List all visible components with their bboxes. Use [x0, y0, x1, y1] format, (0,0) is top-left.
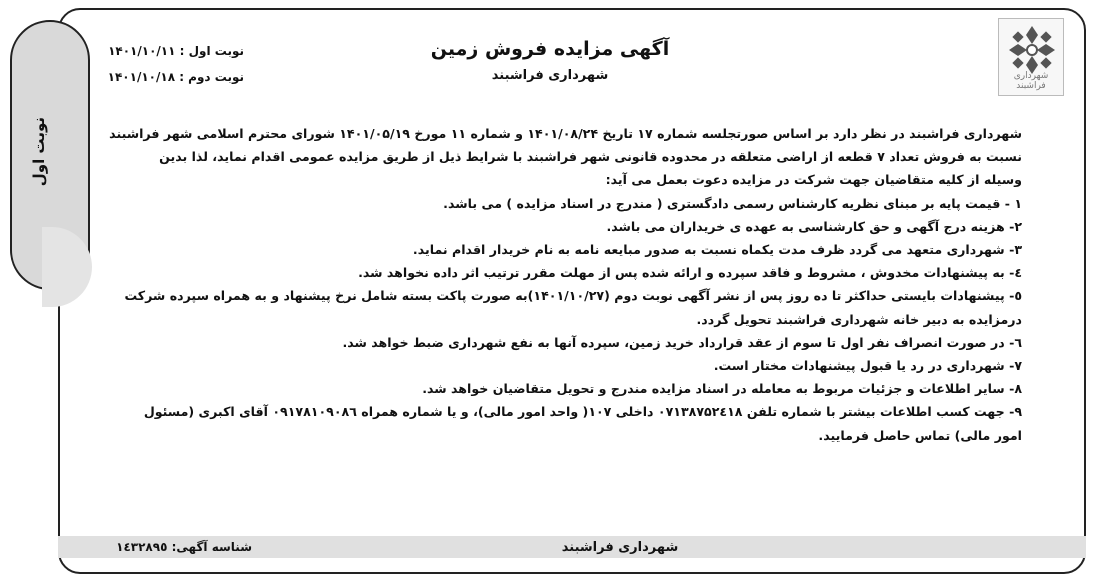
body-line: شهرداری فراشبند در نظر دارد بر اساس صورتجلسه شماره ۱۷ تاریخ ۱۴۰۱/۰۸/۲۴ و شماره ۱۱ مورخ ۱۴۰۱/۰۵/۱۹ شورای محترم اسلامی شهر فراشبند — [109, 126, 1022, 141]
body-line: وسیله از کلیه متقاضیان جهت شرکت در مزایده دعوت بعمل می آید: — [605, 172, 1022, 188]
body-line: ۳- شهرداری متعهد می گردد ظرف مدت یکماه نسبت به صدور مبایعه نامه به نام خریدار اقدام نماید. — [412, 242, 1022, 258]
first-turn-date: نوبت اول : ۱۴۰۱/۱۰/۱۱ — [108, 44, 244, 58]
title-block — [340, 38, 760, 83]
body-line: ۸- سایر اطلاعات و جزئیات مربوط به معامله در اسناد مزایده مندرج و تحویل متقاضیان خواهد شد. — [422, 381, 1022, 397]
body-line: درمزایده به دبیر خانه شهرداری فراشبند تحویل گردد. — [696, 311, 1022, 327]
body-line: ۹- جهت کسب اطلاعات بیشتر با شماره تلفن ۰۷۱۳۸۷۵۲٤۱۸ داخلی ۱۰۷( واحد امور مالی)، و یا شماره همراه ۰۹۱۷۸۱۰۹۰۸٦ آقای اکبری (مسئول — [143, 404, 1022, 420]
logo-caption: شهرداری فراشبند — [1013, 71, 1049, 91]
publication-dates — [74, 38, 244, 90]
ad-id: شناسه آگهی: ۱٤۳۲۸۹٥ — [116, 540, 252, 554]
municipality-logo — [998, 18, 1064, 96]
body-line: ۷- شهرداری در رد یا قبول پیشنهادات مختار است. — [713, 358, 1022, 374]
page-title: آگهی مزایده فروش زمین — [430, 38, 670, 60]
page-subtitle: شهرداری فراشبند — [491, 68, 609, 83]
body-line: نسبت به فروش تعداد ۷ قطعه از اراضی متعلقه در محدوده قانونی شهر فراشبند با شرایط ذیل از طریق مزایده عمومی اقدام نماید، لذا بدین — [159, 149, 1022, 165]
logo-emblem-icon — [1003, 23, 1061, 77]
footer-title: شهرداری فراشبند — [561, 540, 679, 555]
notice-body — [102, 122, 1022, 447]
body-line: ٤- به پیشنهادات مخدوش ، مشروط و فاقد سپرده و ارائه شده پس از مهلت مقرر ترتیب اثر داده نخواهد شد. — [358, 265, 1022, 281]
body-line: امور مالی) تماس حاصل فرمایید. — [818, 427, 1022, 443]
body-line: ۲- هزینه درج آگهی و حق کارشناسی به عهده ی خریداران می باشد. — [606, 218, 1022, 234]
side-tab-label: نوبت اول — [30, 117, 48, 187]
body-line: ۱ - قیمت پایه بر مبنای نظریه کارشناس رسمی دادگستری ( مندرج در اسناد مزایده ) می باشد. — [443, 195, 1022, 211]
second-turn-date: نوبت دوم : ۱۴۰۱/۱۰/۱۸ — [107, 70, 244, 84]
body-line: ٦- در صورت انصراف نفر اول تا سوم از عقد قرارداد خرید زمین، سپرده آنها به نفع شهرداری ضبط خواهد شد. — [342, 334, 1022, 350]
body-line: ٥- پیشنهادات بایستی حداکثر تا ده روز پس از نشر آگهی نوبت دوم (۱۴۰۱/۱۰/۲۷)به صورت پاکت بسته شامل نرخ پیشنهاد و به همراه سپرده شرکت — [124, 288, 1022, 304]
